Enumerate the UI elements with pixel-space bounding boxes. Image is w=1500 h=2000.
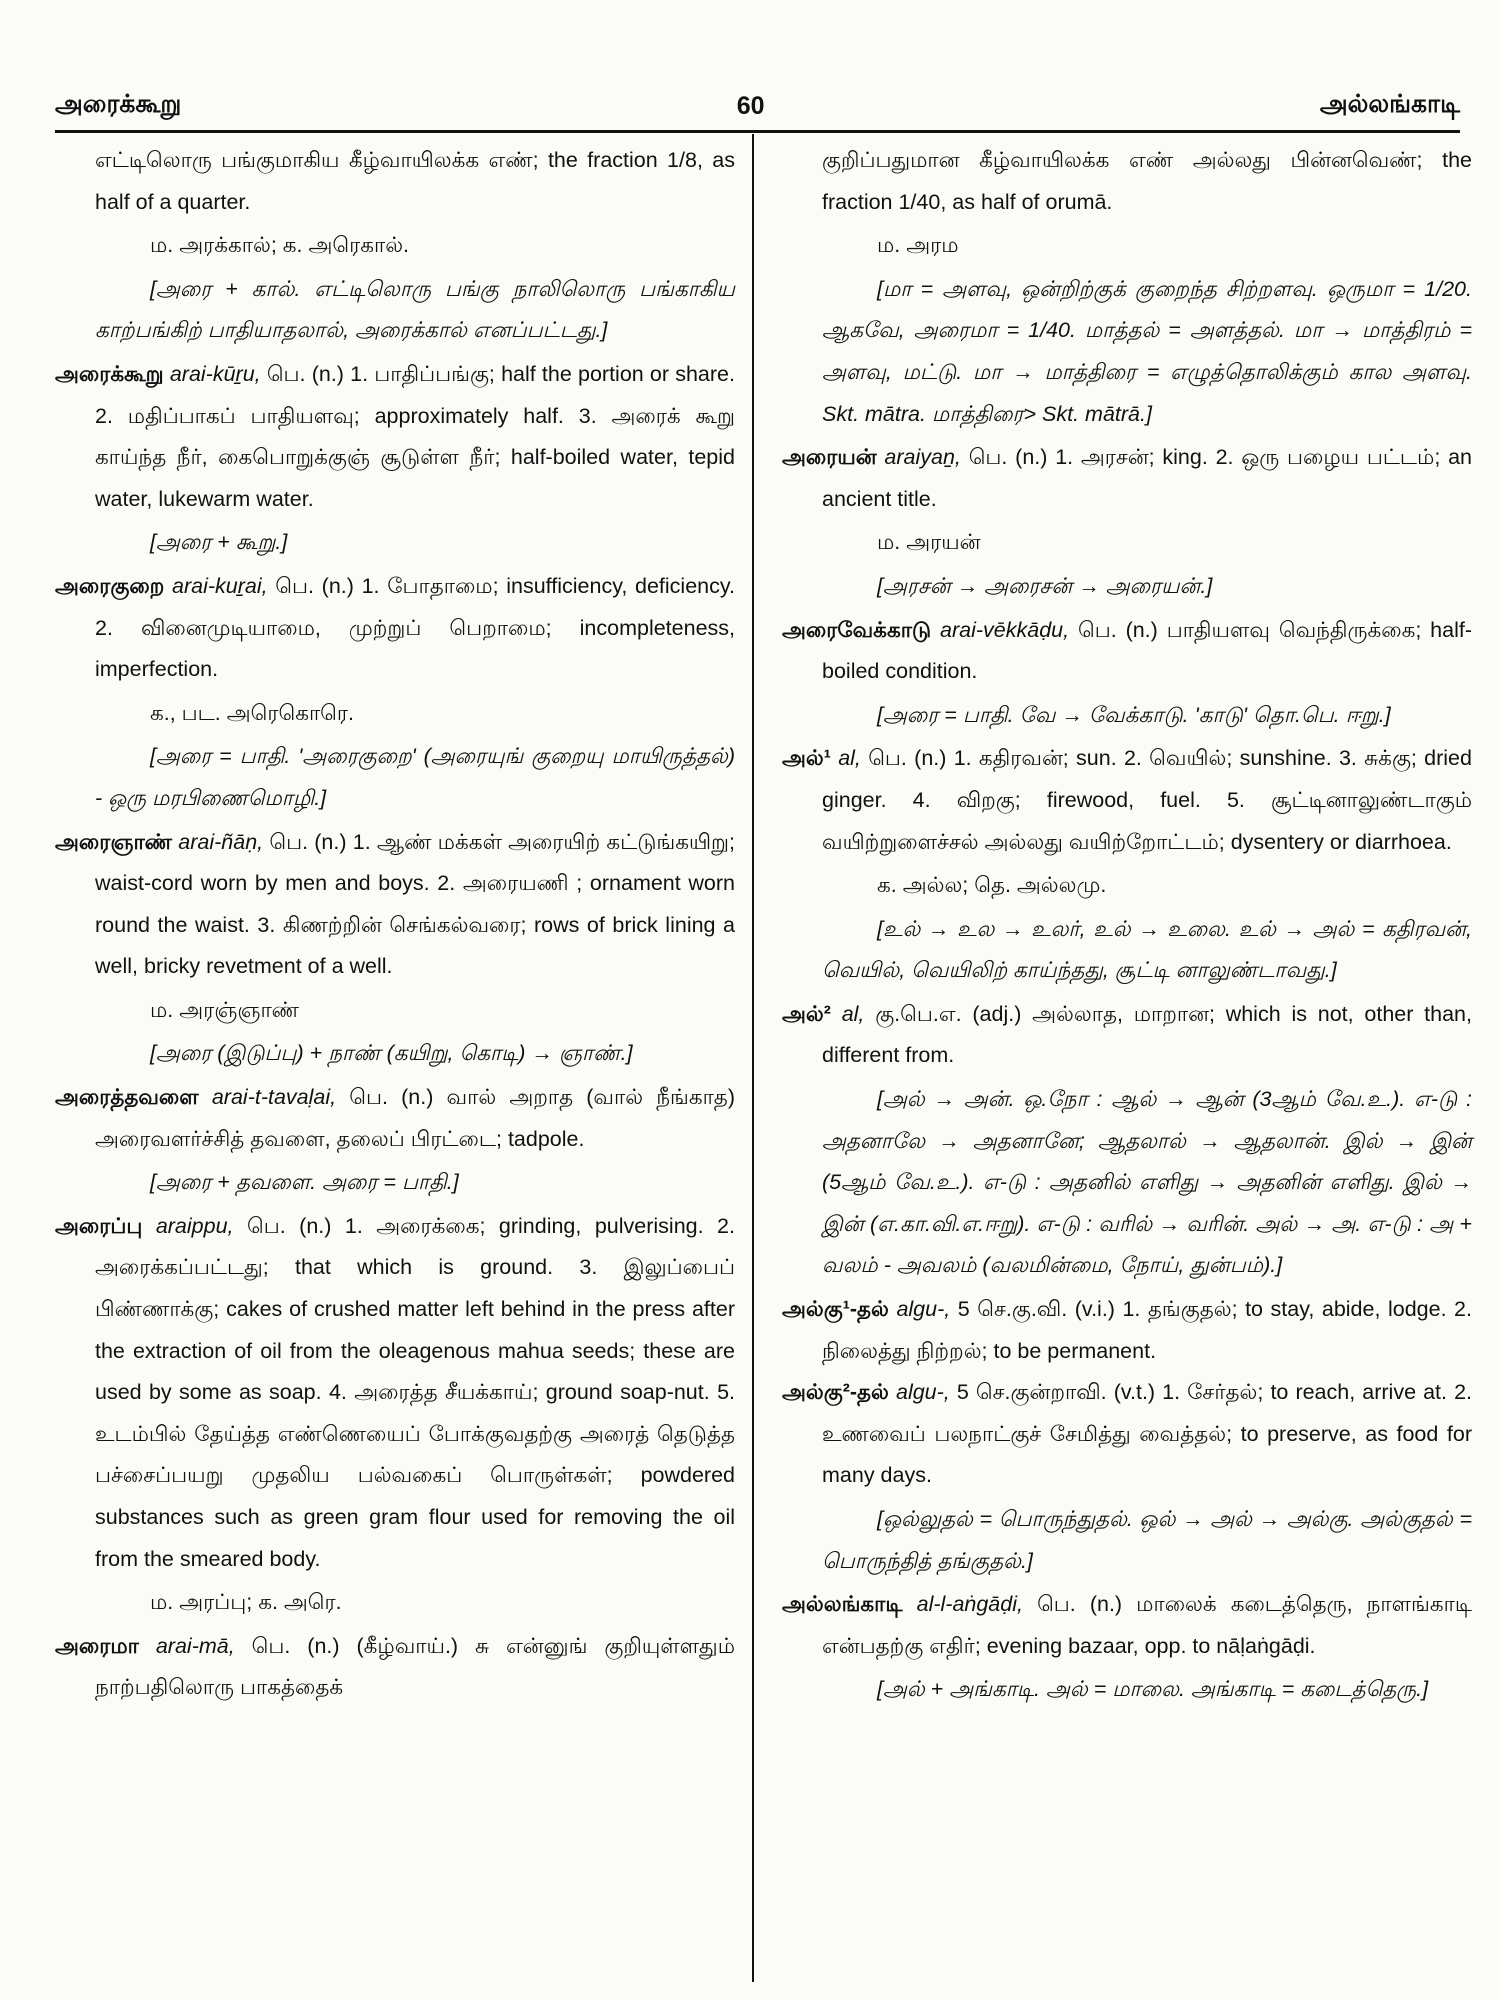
entry-transliteration: arai-mā, [155, 1633, 235, 1658]
continued-text: குறிப்பதுமான கீழ்வாயிலக்க எண் அல்லது பின்னவெண்; the fraction 1/40, as half of orumā. [822, 148, 1472, 214]
etymology-note: [ஒல்லுதல் = பொருந்துதல். ஒல் → அல் → அல்கு. அல்குதல் = பொருந்தித் தங்குதல்.] [822, 1507, 1472, 1573]
continued-text: எட்டிலொரு பங்குமாகிய கீழ்வாயிலக்க எண்; the fraction 1/8, as half of a quarter. [95, 148, 735, 214]
entry-definition: பெ. (n.) 1. போதாமை; insufficiency, deficiency. 2. வினைமுடியாமை, முற்றுப் பெறாமை; incompleteness, imperfection. [95, 573, 735, 682]
entry-headword: அரைஞாண் [55, 829, 173, 854]
cognate-line: ம. அரக்கால்; க. அரெகால். [150, 233, 410, 258]
entry-headword: அரையன் [782, 445, 877, 470]
etymology-note: [அல் + அங்காடி. அல் = மாலை. அங்காடி = கடைத்தெரு.] [877, 1677, 1429, 1702]
entry-definition: பெ. (n.) 1. ஆண் மக்கள் அரையிற் கட்டுங்கயிறு; waist-cord worn by men and boys. 2. அரையணி ; ornament worn round the waist. 3. கிணற்றின் செங்கல்வரை; rows of brick lining a well, bricky revetment of a well. [95, 829, 735, 979]
entry-definition: பெ. (n.) வால் அறாத (வால் நீங்காத) அரைவளர்ச்சித் தவளை, தலைப் பிரட்டை; tadpole. [95, 1085, 735, 1151]
page-number: 60 [736, 91, 765, 120]
etymology-note: [அரை = பாதி. 'அரைகுறை' (அரையுங் குறையு மாயிருத்தல்) - ஒரு மரபிணைமொழி.] [95, 744, 735, 810]
running-head-left: அரைக்கூறு [55, 90, 182, 118]
etymology-note: [அரை = பாதி. வே → வேக்காடு. 'காடு' தொ.பெ. ஈறு.] [877, 702, 1391, 727]
dictionary-entry [782, 994, 1472, 1077]
entry-headword: அரைத்தவளை [55, 1085, 199, 1110]
dictionary-entry [55, 1626, 735, 1709]
entry-definition: பெ. (n.) 1. அரசன்; king. 2. ஒரு பழைய பட்டம்; an ancient title. [822, 445, 1473, 511]
entry-headword: அரைக்கூறு [55, 361, 164, 386]
entry-transliteration: araippu, [155, 1213, 234, 1238]
dictionary-entry [782, 437, 1472, 520]
dictionary-entry [782, 1584, 1472, 1667]
entry-headword: அரைவேக்காடு [782, 617, 932, 642]
entry-transliteration: algu-, [896, 1297, 951, 1322]
entry-transliteration: arai-ñāṇ, [178, 829, 264, 854]
cognate-line: க. அல்ல; தெ. அல்லமு. [877, 873, 1107, 898]
entry-definition: பெ. (n.) (கீழ்வாய்.) சு என்னுங் குறியுள்ளதும் நாற்பதிலொரு பாகத்தைக் [95, 1633, 735, 1700]
page-header [55, 88, 1460, 124]
dictionary-entry [782, 610, 1472, 693]
entry-definition: கு.பெ.எ. (adj.) அல்லாத, மாறான; which is not, other than, different from. [822, 1001, 1472, 1068]
entry-definition: பெ. (n.) 1. பாதிப்பங்கு; half the portion or share. 2. மதிப்பாகப் பாதியளவு; approximately half. 3. அரைக் கூறு காய்ந்த நீர், கைபொறுக்குஞ் சூடுள்ள நீர்; half-boiled water, tepid water, lukewarm water. [95, 361, 735, 511]
dictionary-entry [55, 1206, 735, 1580]
etymology-note: [அல் → அன். ஒ.நோ : ஆல் → ஆன் (3ஆம் வே.உ.). எ-டு : அதனாலே → அதனானே; ஆதலால் → ஆதலான். இல் → இன் (5ஆம் வே.உ.). எ-டு : அதனில் எளிது → அதனின் எளிது. இல் → இன் (எ.கா.வி.எ.ஈறு). எ-டு : வரில் → வரின். அல் → அ. எ-டு : அ + வலம் - அவலம் (வலமின்மை, நோய், துன்பம்).] [822, 1087, 1472, 1278]
dictionary-entry [55, 566, 735, 691]
entry-headword: அல்கு¹-தல் [782, 1297, 889, 1322]
etymology-note: [அரை + கால். எட்டிலொரு பங்கு நாலிலொரு பங்காகிய காற்பங்கிற் பாதியாதலால், அரைக்கால் எனப்பட்டது.] [95, 276, 735, 343]
dictionary-entry [782, 738, 1472, 863]
dictionary-entry [55, 1077, 735, 1160]
cognate-line: ம. அரயன் [877, 530, 981, 555]
entry-headword: அல்கு²-தல் [782, 1380, 889, 1405]
entry-definition: பெ. (n.) 1. கதிரவன்; sun. 2. வெயில்; sunshine. 3. சுக்கு; dried ginger. 4. விறகு; firewood, fuel. 5. சூட்டினாலுண்டாகும் வயிற்றுளைச்சல் அல்லது வயிற்றோட்டம்; dysentery or diarrhoea. [822, 746, 1472, 854]
etymology-note: [அரை + தவளை. அரை = பாதி.] [150, 1170, 459, 1195]
entry-transliteration: arai-kuṟai, [172, 573, 268, 598]
cognate-line: ம. அரம [877, 233, 959, 258]
entry-definition: பெ. (n.) பாதியளவு வெந்திருக்கை; half-boiled condition. [822, 617, 1473, 684]
cognate-line: க., பட. அரெகொரெ. [150, 700, 354, 725]
column-divider [752, 134, 754, 1982]
etymology-note: [அரை (இடுப்பு) + நாண் (கயிறு, கொடி) → ஞாண்.] [150, 1041, 633, 1066]
entry-transliteration: arai-vēkkāḍu, [940, 617, 1070, 642]
dictionary-entry [55, 822, 735, 988]
etymology-note: [உல் → உல → உலர், உல் → உலை. உல் → அல் = கதிரவன், வெயில், வெயிலிற் காய்ந்தது, சூட்டி னாலுண்டாவது.] [822, 916, 1472, 983]
entry-transliteration: algu-, [895, 1380, 950, 1405]
entry-headword: அரைகுறை [55, 573, 165, 598]
right-column [782, 140, 1472, 1713]
etymology-note: [அரசன் → அரைசன் → அரையன்.] [877, 573, 1213, 598]
entry-headword: அல்² [782, 1001, 831, 1026]
entry-transliteration: al, [841, 1001, 865, 1026]
entry-headword: அல்¹ [782, 746, 831, 771]
entry-headword: அல்லங்காடி [782, 1592, 903, 1617]
running-head-right: அல்லங்காடி [1319, 90, 1460, 118]
entry-definition: 5 செ.கு.வி. (v.i.) 1. தங்குதல்; to stay, abide, lodge. 2. நிலைத்து நிற்றல்; to be permanent. [822, 1297, 1472, 1363]
cognate-line: ம. அரப்பு; க. அரெ. [150, 1590, 342, 1615]
entry-transliteration: al, [838, 746, 861, 771]
cognate-line: ம. அரஞ்ஞாண் [150, 997, 300, 1022]
entry-transliteration: arai-t-tavaḷai, [211, 1085, 337, 1110]
entry-headword: அரைமா [55, 1633, 139, 1658]
entry-headword: அரைப்பு [55, 1213, 143, 1238]
dictionary-entry [55, 354, 735, 520]
entry-definition: பெ. (n.) 1. அரைக்கை; grinding, pulverising. 2. அரைக்கப்பட்டது; that which is ground. 3. இலுப்பைப் பிண்ணாக்கு; cakes of crushed matter left behind in the press after the extraction of oil from the oleagenous mahua seeds; these are used by some as soap. 4. அரைத்த சீயக்காய்; ground soap-nut. 5. உடம்பில் தேய்த்த எண்ணெயைப் போக்குவதற்கு அரைத் தெடுத்த பச்சைப்பயறு முதலிய பல்வகைப் பொருள்கள்; powdered substances such as green gram flour used for removing the oil from the smeared body. [95, 1213, 735, 1571]
dictionary-entry [782, 1372, 1472, 1497]
entry-transliteration: araiyaṉ, [884, 445, 961, 470]
entry-definition: 5 செ.குன்றாவி. (v.t.) 1. சேர்தல்; to reach, arrive at. 2. உணவைப் பலநாட்குச் சேமித்து வைத்தல்; to preserve, as food for many days. [822, 1380, 1472, 1488]
dictionary-entry [782, 1289, 1472, 1372]
left-column [55, 140, 735, 1709]
header-rule [55, 130, 1460, 133]
entry-transliteration: al-l-aṅgāḍi, [916, 1592, 1023, 1617]
entry-definition: பெ. (n.) மாலைக் கடைத்தெரு, நாளங்காடி என்பதற்கு எதிர்; evening bazaar, opp. to nāḷaṅgāḍi. [822, 1592, 1472, 1658]
etymology-note: [அரை + கூறு.] [150, 530, 288, 555]
entry-transliteration: arai-kūṟu, [169, 361, 261, 386]
etymology-note: [மா = அளவு, ஒன்றிற்குக் குறைந்த சிற்றளவு. ஒருமா = 1/20. ஆகவே, அரைமா = 1/40. மாத்தல் = அளத்தல். மா → மாத்திரம் = அளவு, மட்டு. மா → மாத்திரை = எழுத்தொலிக்கும் கால அளவு. Skt. mātra. மாத்திரை> Skt. mātrā.] [822, 276, 1472, 426]
